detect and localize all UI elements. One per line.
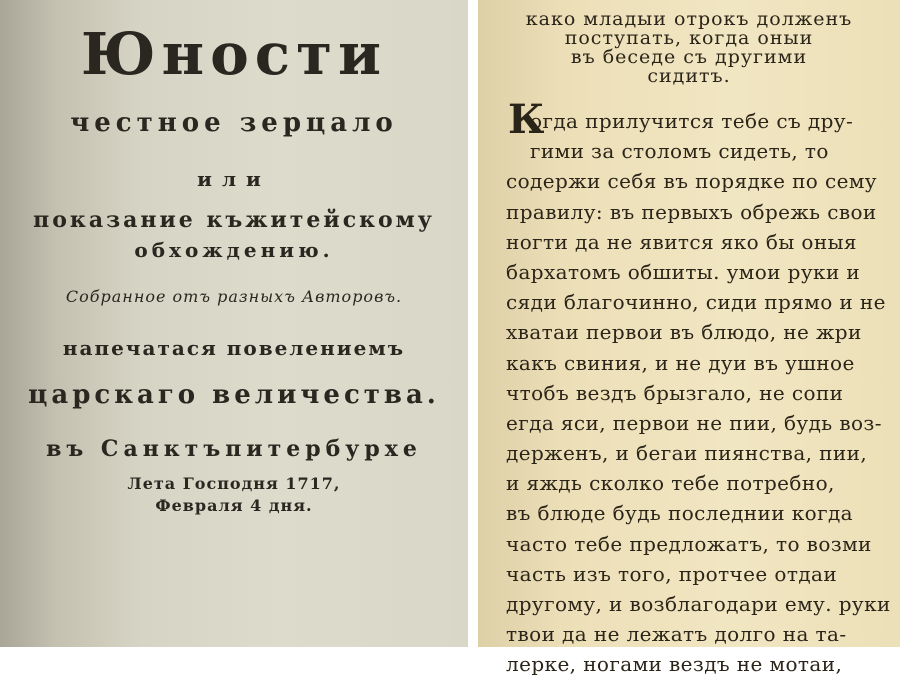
text-line: твои да не лежатъ долго на та- (506, 622, 847, 647)
text-line: лерке, ногами вездъ не мотаи, (506, 652, 843, 677)
subtitle-line-1: честное зерцало (70, 108, 398, 138)
text-line: другому, и возблагодари ему. руки (506, 592, 891, 616)
text-line: бархатомъ обшиты. умои руки и (506, 259, 861, 284)
text-line: правилу: въ первыхъ обрежь свои (506, 199, 877, 224)
subtitle-line-2b: обхождению. (134, 238, 334, 262)
imprint-city: въ Санктъпитербурхе (46, 436, 422, 462)
text-line: какъ свиния, и не дуи въ ушное (506, 350, 855, 375)
imprint-date: Февраля 4 дня. (155, 496, 313, 515)
text-line: егда яси, первои не пии, будь воз- (506, 410, 882, 435)
heading-line: сидитъ. (647, 65, 731, 87)
majesty-line: царскаго величества. (28, 380, 440, 410)
text-line: хватаи первои въ блюдо, не жри (506, 320, 862, 345)
body-text (506, 106, 891, 680)
text-line: сяди благочинно, сиди прямо и не (506, 290, 886, 315)
text-line: часть изъ того, протчее отдаи (506, 561, 838, 586)
text-page (478, 0, 900, 677)
text-line: держенъ, и бегаи пиянства, пии, (506, 441, 868, 466)
drop-cap: К (508, 96, 545, 143)
text-line: гими за столомъ сидеть, то (530, 139, 829, 164)
heading-line: въ беседе съ другими (570, 46, 808, 68)
page-gutter (468, 0, 478, 647)
title-page (0, 0, 468, 647)
compiled-from: Собранное отъ разныхъ Авторовъ. (65, 287, 403, 306)
text-line: въ блюде будь последнии когда (506, 501, 854, 526)
heading-line: како младыи отрокъ долженъ (525, 8, 853, 30)
text-line: и яждь сколко тебе потребно, (506, 471, 835, 496)
heading-line: поступать, когда оныи (564, 27, 814, 49)
text-line: чтобъ вездъ брызгало, не сопи (506, 380, 844, 405)
subtitle-line-2a: показание къжитейскому (33, 207, 435, 233)
book-title: Юности (80, 20, 388, 88)
conjunction: или (197, 167, 271, 191)
text-line: часто тебе предложатъ, то возми (506, 531, 872, 556)
text-line: содержи себя въ порядке по сему (506, 169, 877, 194)
chapter-heading (478, 10, 900, 86)
text-line: ногти да не явится яко бы оныя (506, 229, 857, 254)
imprint-year: Лета Господня 1717, (127, 474, 341, 493)
text-line: огда прилучится тебе съ дру- (530, 109, 854, 133)
printed-by: напечатася повелениемъ (62, 336, 406, 360)
